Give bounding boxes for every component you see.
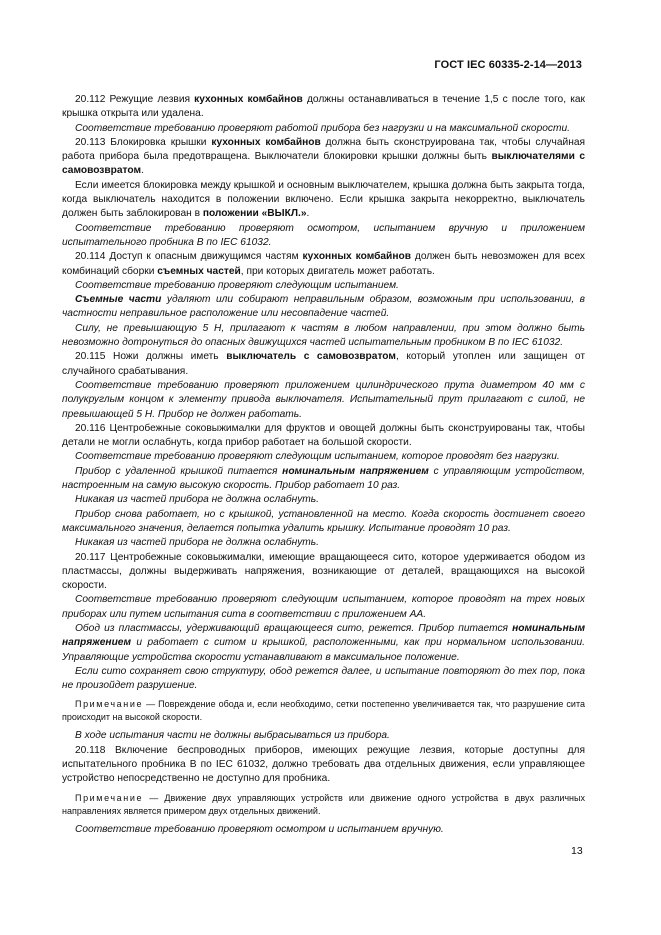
test-rim-cut: Обод из пластмассы, удерживающий вращающееся сито, режется. Прибор питается номинальным напряжением и работает с ситом и крышкой, расположенными, как при нормальном использовании. Управляющие устройства скорости устанавливают в максимальное положение.: [62, 622, 585, 663]
compliance-20-118: Соответствие требованию проверяют осмотром и испытанием вручную.: [75, 823, 444, 835]
compliance-20-113: Соответствие требованию проверяют осмотром, испытанием вручную и приложением испытательного пробника В по IEC 61032.: [62, 222, 585, 248]
clause-20-112: 20.112 Режущие лезвия кухонных комбайнов должны останавливаться в течение 1,5 с после того, как крышка открыта или удалена.: [62, 94, 585, 120]
test-no-ejection: В ходе испытания части не должны выбрасываться из прибора.: [75, 730, 390, 742]
test-force: Силу, не превышающую 5 Н, прилагают к частям в любом направлении, при этом должно быть невозможно дотронуться до опасных движущихся частей испытательным пробником В по IEC 61032.: [62, 322, 585, 349]
test-lid-removed: Прибор с удаленной крышкой питается номинальным напряжением с управляющим устройством, настроенным на самую высокую скорость. Прибор работает 10 раз.: [62, 465, 585, 492]
compliance-20-114: Соответствие требованию проверяют следующим испытанием.: [75, 279, 399, 291]
note-1: Примечание — Повреждение обода и, если необходимо, сетки постепенно увеличивается так, что разрушение сита происходит на высокой скорости.: [62, 699, 585, 723]
clause-20-113-interlock: Если имеется блокировка между крышкой и основным выключателем, крышка должна быть закрыта тогда, когда выключатель находится в положении включено. Если крышка закрыта некорректно, выключатель должен быть заблокирован в положении «ВЫКЛ.».: [62, 179, 585, 220]
compliance-20-117: Соответствие требованию проверяют следующим испытанием, которое проводят на трех новых приборах или путем испытания сита в соответствии с приложением АА.: [62, 594, 585, 620]
test-result-2: Никакая из частей прибора не должна ослабнуть.: [75, 537, 319, 549]
clause-20-116: 20.116 Центробежные соковыжималки для фруктов и овощей должны быть сконструированы так, чтобы детали не могли ослабнуть, когда прибор работает на большой скорости.: [62, 422, 585, 449]
compliance-20-112: Соответствие требованию проверяют работой прибора без нагрузки и на максимальной скорости.: [75, 122, 570, 134]
document-body: [62, 93, 585, 837]
test-result-1: Никакая из частей прибора не должна ослабнуть.: [75, 494, 319, 506]
note-2: Примечание — Движение двух управляющих устройств или движение одного устройства в двух различных направлениях является примером двух отдельных движений.: [62, 792, 585, 816]
page-number: 13: [571, 845, 583, 857]
test-detachable-parts: Съемные части удаляют или собирают неправильным образом, возможным при использовании, в частности неправильное расположение или несовпадение частей.: [62, 294, 585, 320]
compliance-20-115: Соответствие требованию проверяют приложением цилиндрического прута диаметром 40 мм с полукруглым концом к элементу привода выключателя. Испытательный прут прилагают с силой, не превышающей 5 Н. Прибор не должен работать.: [62, 379, 585, 420]
document-header: ГОСТ IEC 60335-2-14—2013: [434, 59, 582, 71]
test-repeat: Если сито сохраняет свою структуру, обод режется далее, и испытание повторяют до тех пор, пока не произойдет разрушение.: [62, 665, 585, 692]
clause-20-118: 20.118 Включение беспроводных приборов, имеющих режущие лезвия, которые доступны для испытательного пробника В по IEC 61032, должно требовать два отдельных движения, если управляющее устройство непосредственно не доступно для пробника.: [62, 744, 585, 785]
test-lid-fitted: Прибор снова работает, но с крышкой, установленной на место. Когда скорость достигнет своего максимального значения, делается попытка удалить крышку. Испытание проводят 10 раз.: [62, 508, 585, 534]
compliance-20-116: Соответствие требованию проверяют следующим испытанием, которое проводят без нагрузки.: [75, 451, 560, 463]
clause-20-117: 20.117 Центробежные соковыжималки, имеющие вращающееся сито, которое удерживается ободом из пластмассы, должны выдерживать напряжения, возникающие от деталей, вращающихся на высокой скорости.: [62, 551, 585, 592]
clause-20-113: 20.113 Блокировка крышки кухонных комбайнов должна быть сконструирована так, чтобы случайная работа прибора была предотвращена. Выключатели блокировки крышки должны быть выключателями с самовозвратом.: [62, 136, 585, 177]
clause-20-115: 20.115 Ножи должны иметь выключатель с самовозвратом, который утоплен или защищен от случайного срабатывания.: [62, 351, 585, 377]
clause-20-114: 20.114 Доступ к опасным движущимся частям кухонных комбайнов должен быть невозможен для всех комбинаций сборки съемных частей, при которых двигатель может работать.: [62, 251, 585, 277]
